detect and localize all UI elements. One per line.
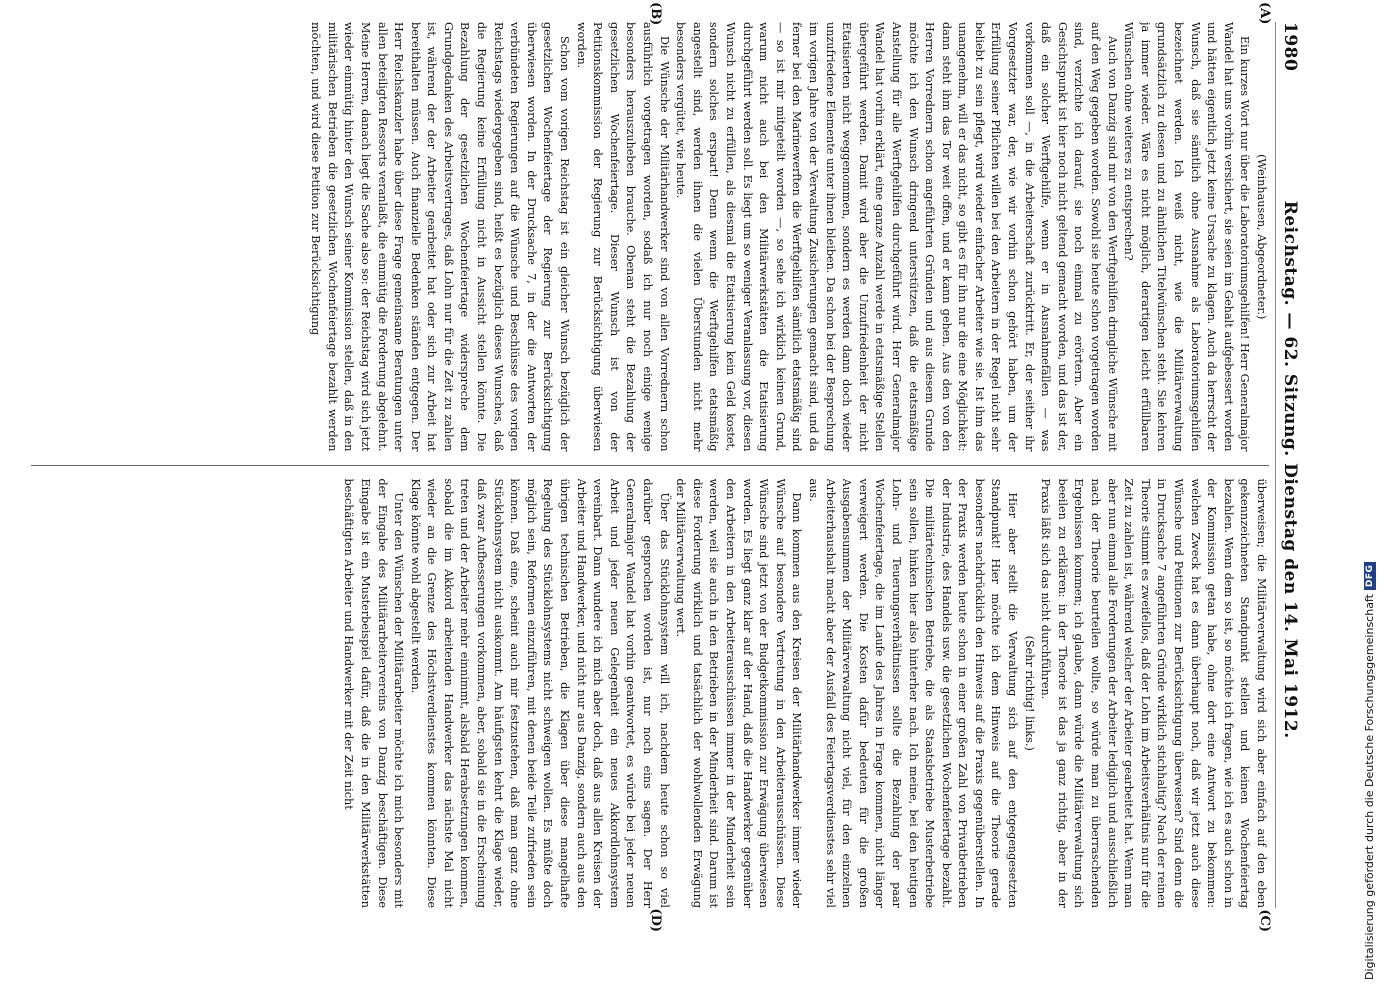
paragraph: Die Wünsche der Militärhandwerker sind von allen Vorrednern schon ausführlich vorgetragen worden, sodaß ich nur noch einige wenige besonders herauszuheben brauche. Obenan steht die Bezahlung der gesetzlichen Wochenfeiertage. Dieser Wunsch ist von der Petitionskommission der Regierung zur Berücksichtigung überwiesen worden. xyxy=(574,22,671,452)
speaker-note: (Weinhausen, Abgeordneter.) xyxy=(1255,154,1268,320)
margin-mark-c: (C) xyxy=(1257,909,1272,932)
margin-mark-d: (D) xyxy=(648,908,663,932)
paragraph: Hier aber stellt die Verwaltung sich auf den entgegengesetzten Standpunkt! Hier möchte ich dem Hinweis auf die Theorie gerade besonders nachdrücklich den Hinweis auf die Praxis gegenüberstellen. In der Praxis werden heute schon in einer großen Zahl von Privatbetrieben der Industrie, des Handels usw. die gesetzlichen Wochenfeiertage bezahlt. Die militärtechnischen Betriebe, die als Staatsbetriebe Musterbetriebe sein sollen, hinken hier also hinterher nach. Ich meine, bei den heutigen Lohn- und Teuerungsverhältnissen sollte die Bezahlung der paar Wochenfeiertage, die im Laufe des Jahres in Frage kommen, nicht länger verweigert werden. Die Kosten dafür bedeuten für die großen Ausgabensummen der Militärverwaltung nicht viel, für den einzelnen Arbeiterhaushalt macht aber der Ausfall des Feiertagsverdienstes sehr viel aus. xyxy=(806,478,1020,908)
paragraph: Schon vom vorigen Reichstag ist ein gleicher Wunsch bezüglich der gesetzlichen Wochenfeiertage der Regierung zur Berücksichtigung überwiesen worden. In der Drucksache 7, in der die Antworten der verbündeten Regierungen auf die Wünsche und Beschlüsse des vorigen Reichstags wiedergegeben sind, heißt es bezüglich dieses Wunsches, daß die Regierung keine Erfüllung nicht in Aussicht stellen könnte. Die Bezahlung der gesetzlichen Wochenfeiertage widerspreche dem Grundgedanken des Arbeitsvertrages, daß Lohn nur für die Zeit zu zahlen ist, während der der Arbeiter gearbeitet hat oder sich zur Arbeit hat bereithalten müssen. Auch finanzielle Bedenken ständen entgegen. Der Herr Reichskanzler habe über diese Frage gemeinsame Beratungen unter allen beteiligten Ressorts veranlaßt, die einmütig die Forderung abgelehnt. Meine Herren, danach liegt die Sache also so: der Reichstag wird sich jetzt wieder einmütig hinter den Wunsch seiner Kommission stellen, daß in den militärischen Betrieben die gesetzlichen Wochenfeiertage bezahlt werden möchten, und wird diese Petition zur Berücksichtigung xyxy=(309,22,572,452)
right-column xyxy=(31,479,1269,909)
column-divider xyxy=(31,465,1269,466)
page-number: 1980 xyxy=(1280,22,1300,72)
paragraph: überweisen; die Militärverwaltung wird sich aber einfach auf den eben gekennzeichneten Standpunkt stellen und keinen Wochenfeiertag bezahlen. Wenn dem so ist, so möchte ich fragen, wie ich es auch schon in der Kommission getan habe, ohne dort eine Antwort zu bekommen: welchen Zweck hat es dann überhaupt noch, daß wir jetzt auch diese Wünsche und Petitionen zur Berücksichtigung überweisen? Sind denn die in Drucksache 7 angeführten Gründe wirklich stichhaltig? Nach der reinen Theorie stimmt es zweifellos, daß der Lohn im Arbeitsverhältnis nur für die Zeit zu zahlen ist, während welcher der Arbeiter gearbeitet hat. Wenn man aber nun einmal alle Forderungen der Arbeiter lediglich und ausschließlich nach der Theorie beurteilen wollte, so würde man zu überraschenden Ergebnissen kommen; ich glaube, dann würde die Militärverwaltung sich beeilen zu erklären: in der Theorie ist das ja ganz richtig, aber in der Praxis läßt sich das nicht durchführen. xyxy=(1039,478,1268,908)
paragraph: Unter den Wünschen der Militärarbeiter möchte ich mich besonders mit der Eingabe des Militärarbeitervereins von Danzig beschäftigen. Diese Eingabe ist ein Musterbeispiel dafür, daß die in den Militärwerkstätten beschäftigten Arbeiter und Handwerker mit der Zeit nicht xyxy=(342,478,406,908)
document-page xyxy=(8,0,1318,930)
left-column xyxy=(31,22,1269,452)
page-header xyxy=(1275,22,1300,908)
margin-mark-a: (A) xyxy=(1257,2,1272,25)
text-columns xyxy=(31,22,1269,908)
paragraph: Dann kommen aus den Kreisen der Militärhandwerker immer wieder Wünsche auf besondere Vertretung in den Arbeiterausschüssen. Diese Wünsche sind jetzt von der Budgetkommission zur Erwägung überwiesen worden. Es liegt ganz klar auf der Hand, daß die Handwerker gegenüber den Arbeitern in den Arbeiterausschüssen immer in der Minderheit sein werden, weil sie auch in den Betrieben in der Minderheit sind. Darum ist diese Forderung wirklich und tatsächlich der wohlwollenden Erwägung der Militärverwaltung wert. xyxy=(674,478,804,908)
credit-text: Digitalisierung gefördert durch die Deutsche Forschungsgemeinschaft xyxy=(1363,594,1376,980)
digitization-credit xyxy=(1363,562,1376,980)
interjection: (Sehr richtig! links.) xyxy=(1022,635,1036,751)
paragraph: Ein kurzes Wort nur über die Laboratoriumsgehilfen! Herr Generalmajor Wandel hat uns vorhin versichert, sie seien im Gehalt aufgebessert worden und hätten eigentlich jetzt keine Ursache zu klagen. Auch da herrscht der Wunsch, daß sie sämtlich ohne Ausnahme als Laboratoriumsgehilfen bezeichnet werden. Ich weiß nicht, wie die Militärverwaltung grundsätzlich zu diesen und zu ähnlichen Titelwünschen steht. Sie kehren ja immer wieder. Wäre es nicht möglich, derartigen leicht erfüllbaren Wünschen ohne weiteres zu entsprechen? xyxy=(1122,22,1252,452)
dfg-logo: DFG xyxy=(1364,562,1376,591)
paragraph: Über das Stücklohnsystem will ich, nachdem heute schon so viel darüber gesprochen worden ist, nur noch eins sagen. Der Herr Generalmajor Wandel hat vorhin geantwortet, es würde bei jeder neuen Arbeit und jeder neuen Gelegenheit ein neues Akkordlohnsystem vereinbart. Dann wundere ich mich aber doch, daß aus allen Kreisen der Arbeiter und Handwerker, und nicht nur aus Danzig, sondern auch aus den übrigen technischen Betrieben, die Klagen über diese mangelhafte Regelung des Stücklohnsystems nicht schweigen wollen. Es müßte doch möglich sein, Reformen einzuführen, mit denen beide Teile zufrieden sein können. Daß eine, scheint auch mir festzustehen, daß man ganz ohne Stücklohnsystem nicht auskommt. Am häufigsten kehrt die Klage wieder, daß zwar Aufbesserungen vorkommen, aber, sobald sie in die Erscheinung treten und der Arbeiter mehr einnimmt, alsbald Herabsetzungen kommen, sobald die im Akkord arbeitenden Handwerker das nächste Mal nicht wieder an die Grenze des Höchstverdienstes kommen könnten. Diese Klage könnte wohl abgestellt werden. xyxy=(408,478,671,908)
page-title: Reichstag. — 62. Sitzung. Dienstag den 14. Mai 1912. xyxy=(1280,200,1300,739)
margin-mark-b: (B) xyxy=(648,2,663,26)
paragraph: Auch von Danzig sind mir von den Werftgehilfen dringliche Wünsche mit auf den Weg gegeben worden. Sowohl sie heute schon vorgetragen worden sind, verzichte ich darauf, sie noch einmal zu erörtern. Aber ein Gesichtspunkt ist hier noch nicht geltend gemacht worden, und das ist der, daß ein solcher Werftgehilfe, wenn er in Ausnahmefällen — was vorkommen soll —, in die Arbeiterschaft zurücktritt. Er, der seither ihr Vorgesetzter war, der, wie wir vorhin schon gehört haben, um der Erfüllung seiner Pflichten willen bei den Arbeitern in der Regel nicht sehr beliebt zu sein pflegt, wird wieder einfacher Arbeiter wie sie. Ist ihm das unangenehm, will er das nicht, so gibt es für ihn nur die eine Möglichkeit: dann steht ihm das Tor weit offen, und er kann gehen. Aus den von den Herren Vorrednern schon angeführten Gründen und aus diesem Grunde möchte ich den Wunsch dringend unterstützen, daß die etatsmäßige Anstellung für alle Werftgehilfen durchgeführt wird. Herr Generalmajor Wandel hat vorhin erklärt, eine ganze Anzahl werde in etatsmäßige Stellen übergeführt werden. Damit wird aber die Unzufriedenheit der nicht Etatisierten nicht weggenommen, sondern es werden dann doch wieder unzufriedene Elemente unter ihnen bleiben. Da schon bei der Besprechung im vorigen Jahre von der Verwaltung Zusicherungen gemacht sind, und da ferner bei den Marinewerften die Werftgehilfen sämtlich etatsmäßig sind — so ist mir mitgeteilt worden —, so sehe ich wirklich keinen Grund, warum nicht auch bei den Militärwerkstätten die Etatisierung durchgeführt werden soll. Es liegt um so weniger Veranlassung vor, diesen Wunsch nicht zu erfüllen, als diesmal die Etatisierung kein Geld kostet, sondern solches erspart! Denn wenn die Werftgehilfen etatsmäßig angestellt sind, werden ihnen die vielen Überstunden nicht mehr besonders vergütet, wie heute. xyxy=(674,22,1119,452)
